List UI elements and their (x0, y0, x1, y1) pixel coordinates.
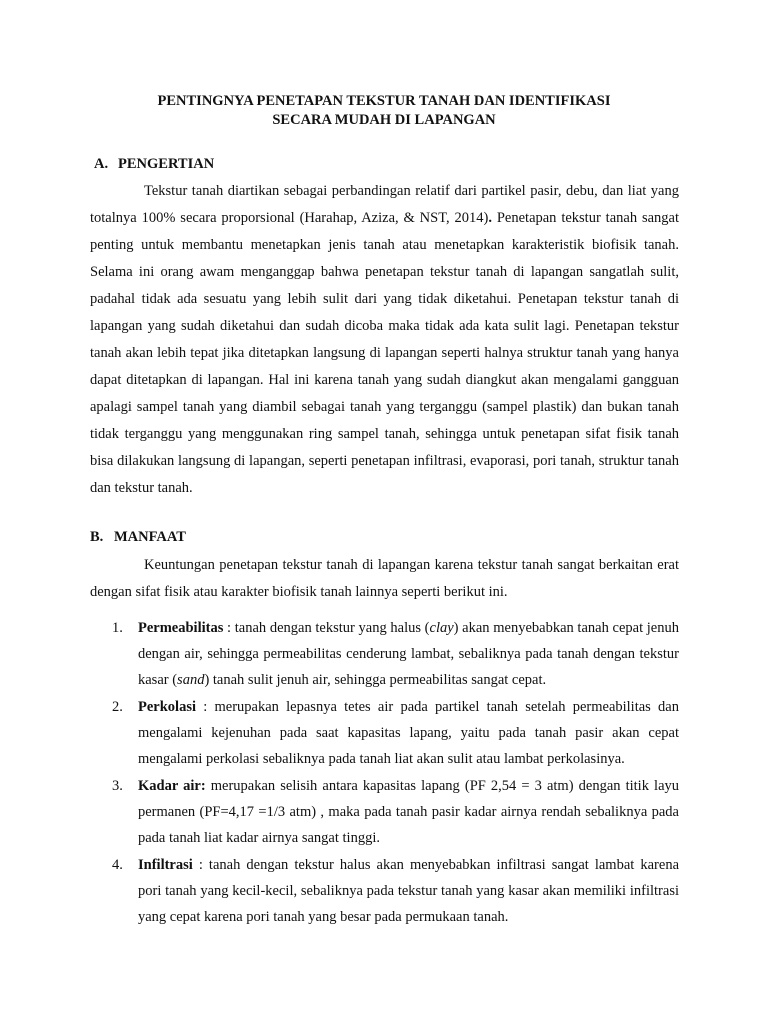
list-item-number: 3. (112, 778, 123, 794)
section-a-title: PENGERTIAN (118, 156, 215, 172)
list-item-text: : tanah dengan tekstur yang halus ( (223, 620, 430, 636)
title-line-1: PENTINGNYA PENETAPAN TEKSTUR TANAH DAN IDENTIFIKASI (157, 93, 611, 109)
list-item-text: ) tanah sulit jenuh air, sehingga permeabilitas sangat cepat. (204, 672, 547, 688)
title-line-2: SECARA MUDAH DI LAPANGAN (272, 112, 496, 128)
list-item-italic: clay (429, 620, 454, 636)
page-title (0, 92, 768, 130)
list-item-number: 2. (112, 699, 123, 715)
section-b-intro (90, 552, 679, 606)
benefits-list (112, 615, 679, 931)
list-item-text: : merupakan lepasnya tetes air pada partikel tanah setelah permeabilitas dan mengalami kejenuhan pada saat kapasitas lapang, yaitu pada tanah pasir akan cepat mengalami perkolasi sebaliknya pada tanah liat akan sulit atau lambat perkolasinya. (138, 699, 679, 767)
paragraph-text-after-ref: Penetapan tekstur tanah sangat penting untuk membantu menetapkan jenis tanah atau menetapkan karakteristik biofisik tanah. Selama ini orang awam menganggap bahwa penetapan tekstur tanah di lapangan sangatlah sulit, padahal tidak ada sesuatu yang lebih sulit dari yang tidak diketahui. Penetapan tekstur tanah di lapangan yang sudah diketahui dan sudah dicoba maka tidak ada kata sulit lagi. Penetapan tekstur tanah akan lebih tepat jika ditetapkan langsung di lapangan seperti halnya struktur tanah yang hanya dapat ditetapkan di lapangan. Hal ini karena tanah yang sudah diangkut akan mengalami gangguan apalagi sampel tanah yang diambil sebagai tanah yang terganggu (sampel plastik) dan bukan tanah tidak terganggu yang menggunakan ring sampel tanah, sehingga untuk penetapan sifat fisik tanah bisa dilakukan langsung di lapangan, seperti penetapan infiltrasi, evaporasi, pori tanah, struktur tanah dan tekstur tanah. (90, 210, 679, 496)
list-item-infiltrasi (112, 852, 679, 930)
section-b-heading (90, 528, 186, 547)
section-a-paragraph (90, 178, 679, 502)
list-item-text: : tanah dengan tekstur halus akan menyebabkan infiltrasi sangat lambat karena pori tanah yang kecil-kecil, sebaliknya pada tekstur tanah yang kasar akan memiliki infiltrasi yang cepat karena pori tanah yang besar pada permukaan tanah. (138, 857, 679, 925)
list-item-italic: sand (177, 672, 205, 688)
list-item-permeabilitas (112, 615, 679, 693)
list-item-text: merupakan selisih antara kapasitas lapang (PF 2,54 = 3 atm) dengan titik layu permanen (PF=4,17 =1/3 atm) , maka pada tanah pasir kadar airnya rendah sebaliknya pada pada tanah liat kadar airnya sangat tinggi. (138, 778, 680, 846)
paragraph-bold-dot: . (488, 210, 492, 226)
section-a-heading (94, 155, 214, 174)
section-b-title: MANFAAT (114, 529, 186, 545)
list-item-term: Infiltrasi (138, 857, 193, 873)
list-item-perkolasi (112, 694, 679, 772)
list-item-number: 4. (112, 857, 123, 873)
list-item-term: Permeabilitas (138, 620, 224, 636)
intro-text: Keuntungan penetapan tekstur tanah di lapangan karena tekstur tanah sangat berkaitan erat dengan sifat fisik atau karakter biofisik tanah lainnya seperti berikut ini. (90, 557, 679, 600)
list-item-number: 1. (112, 620, 123, 636)
list-item-kadar-air (112, 773, 679, 851)
list-item-term: Perkolasi (138, 699, 196, 715)
section-a-number: A. (94, 156, 109, 172)
section-b-number: B. (90, 529, 104, 545)
list-item-term: Kadar air: (138, 778, 206, 794)
list-item-text: ) akan menyebabkan tanah cepat jenuh dengan air, sehingga permeabilitas cenderung lambat, sebaliknya pada tanah dengan tekstur kasar ( (138, 620, 679, 688)
paragraph-text-before-ref: Tekstur tanah diartikan sebagai perbandingan relatif dari partikel pasir, debu, dan liat yang totalnya 100% secara proporsional (Harahap, Aziza, & NST, 2014) (90, 183, 679, 226)
